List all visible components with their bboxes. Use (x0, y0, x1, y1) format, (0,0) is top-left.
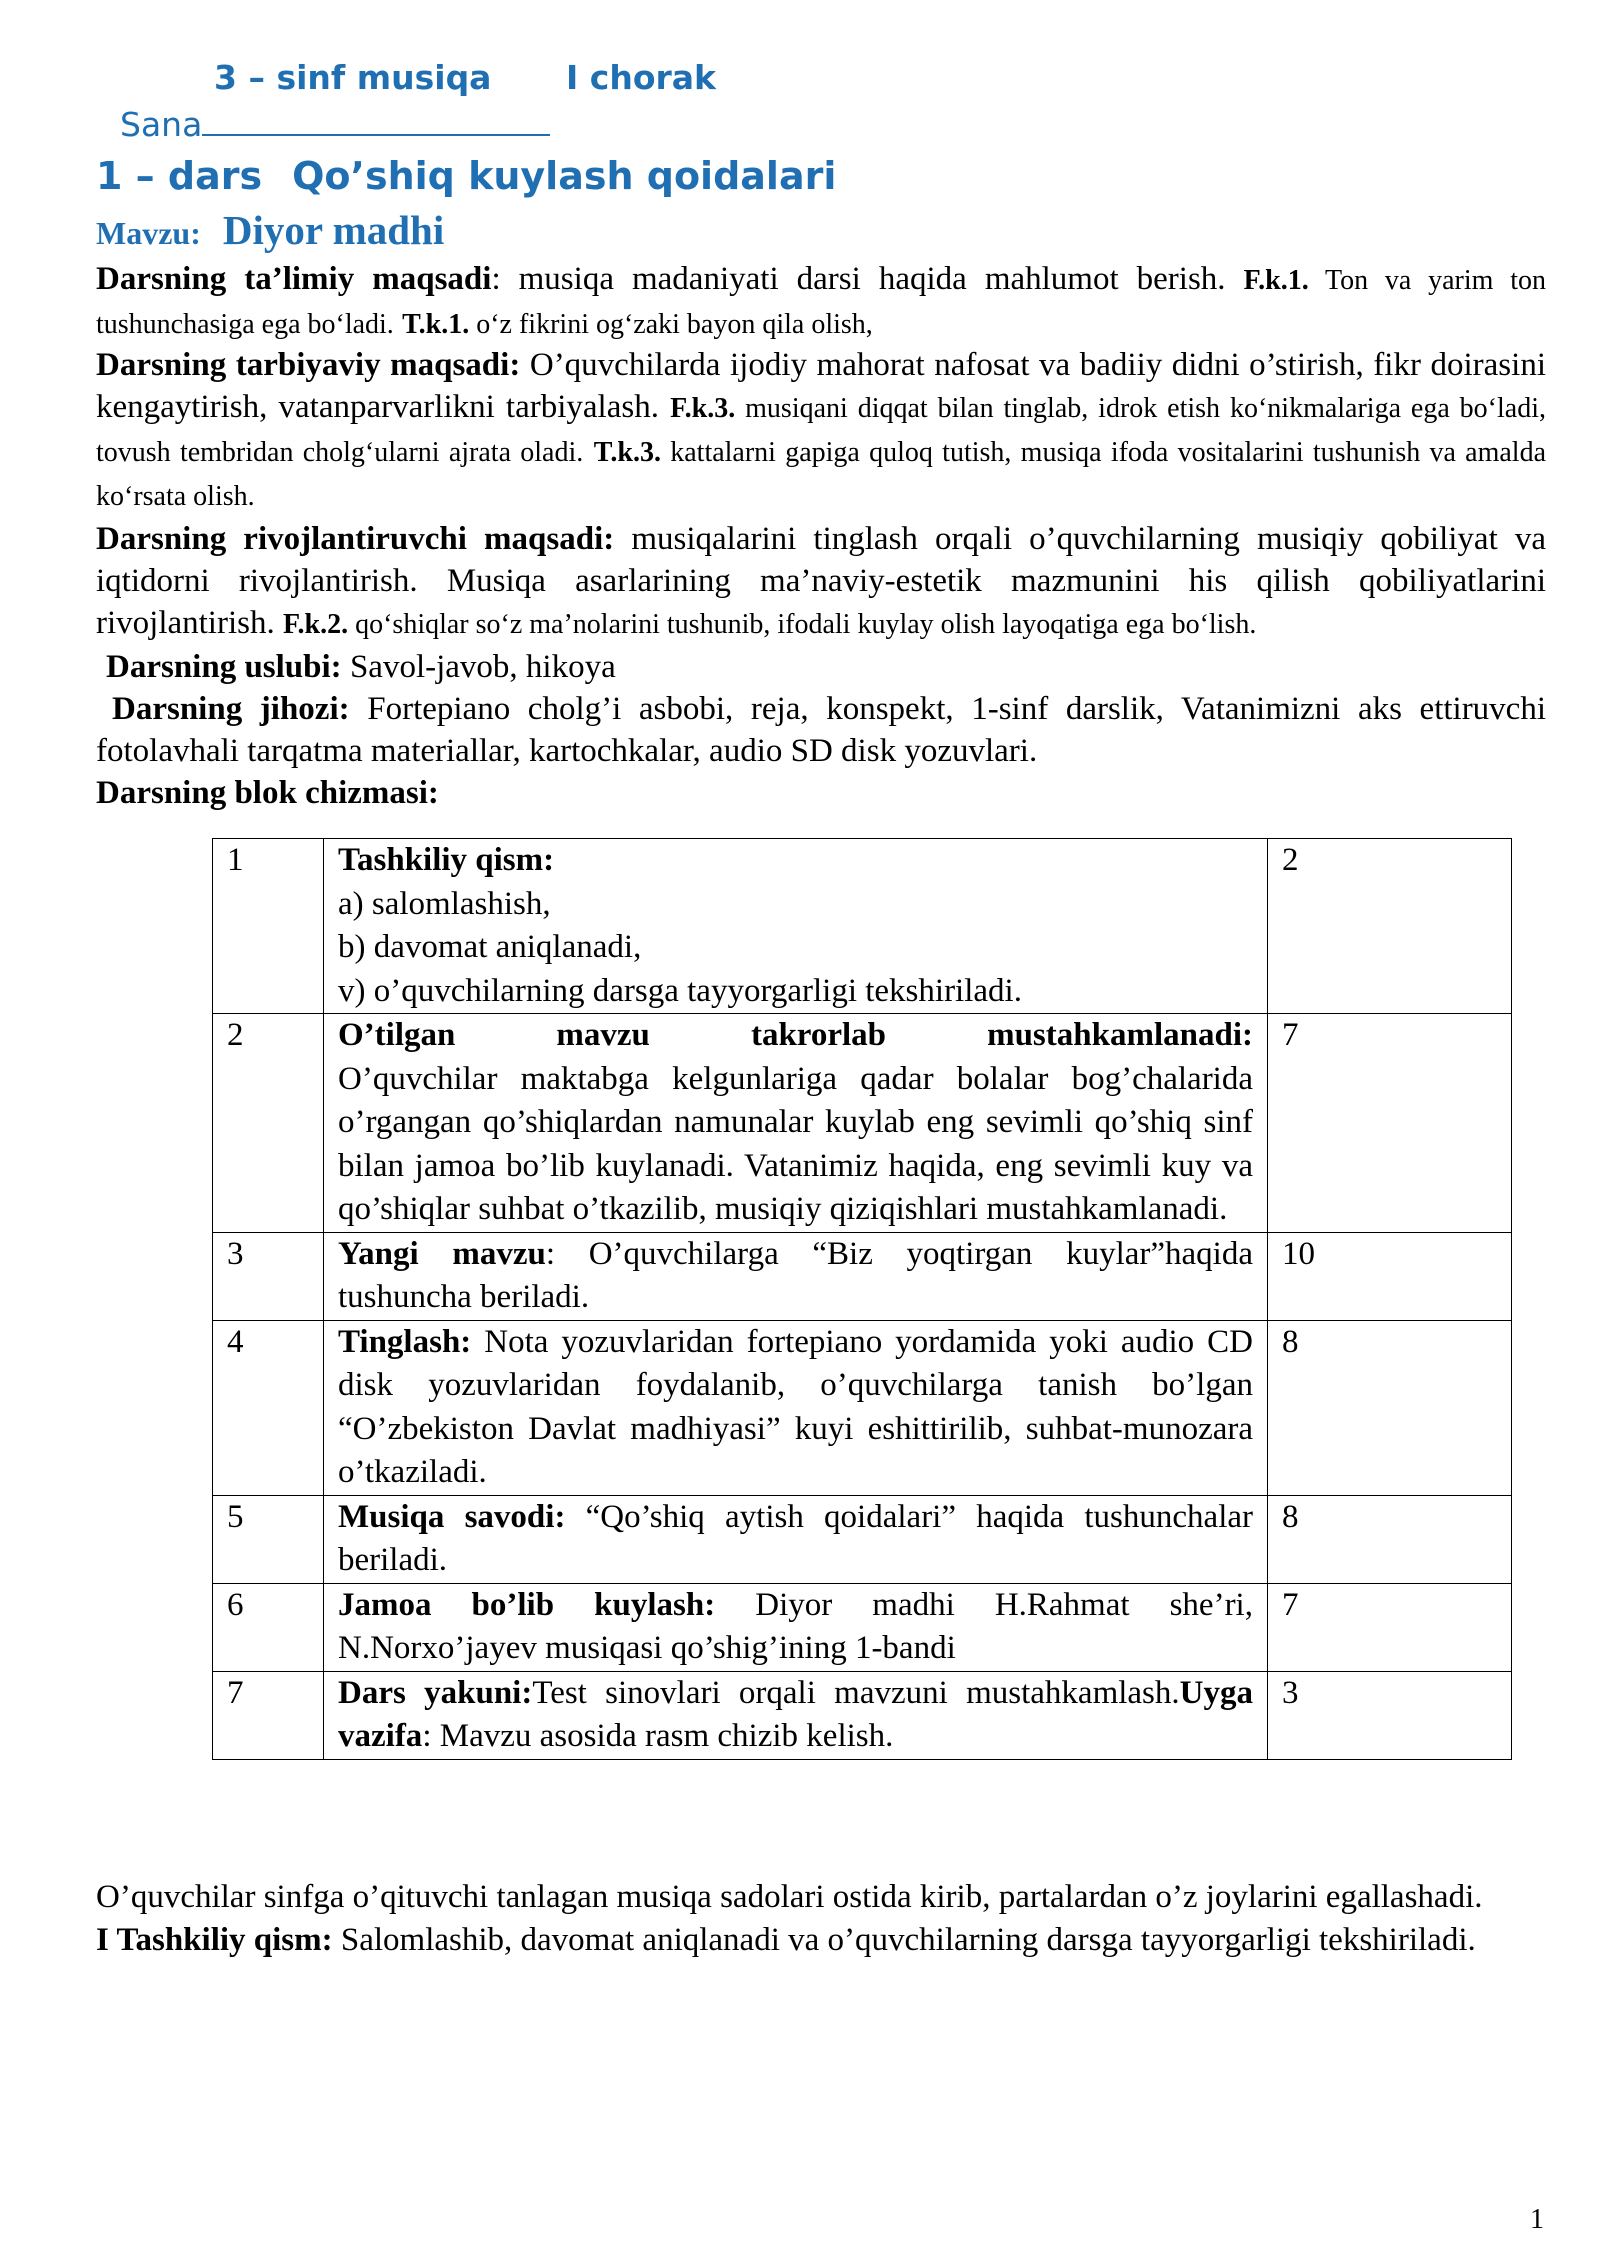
educational-fk-text: Ton va yarim ton tushunchasiga ega bo‘ladi. (96, 265, 1546, 340)
educational-tk-text: o‘z fikrini og‘zaki bayon qila olish, (469, 309, 873, 340)
row-title: Musiqa savodi: (338, 1498, 566, 1535)
row-text: Test sinovlari orqali mavzuni mustahkamlash. (532, 1674, 1180, 1711)
educational-text: : musiqa madaniyati darsi haqida mahlumot berish. (491, 261, 1226, 297)
row-number: 2 (213, 1014, 324, 1233)
row-minutes: 10 (1268, 1232, 1512, 1320)
educational-tk-code: T.k.1. (402, 309, 470, 340)
educational-label: Darsning ta’limiy maqsadi (96, 261, 492, 297)
class-subject: 3 – sinf musiqa (214, 58, 492, 97)
developmental-fk-text: qo‘shiqlar so‘z ma’nolarini tushunib, ifodali kuylay olish layoqatiga ega bo‘lish. (348, 609, 1257, 640)
row-title: Tinglash: (338, 1323, 472, 1360)
row-title-homework: Uyga vazifa (338, 1674, 1253, 1754)
row-line: v) o’quvchilarning darsga tayyorgarligi tekshiriladi. (338, 972, 1022, 1009)
row-text: O’quvchilar maktabga kelgunlariga qadar bolalar bog’chalarida o’rgangan qo’shiqlardan namunalar kuylab eng sevimli qo’shiq sinf bilan jamoa bo’lib kuylanadi. Vatanimiz haqida, eng sevimli kuy va qo’shiqlar suhbat o’tkazilib, musiqiy qiziqishlari mustahkamlanadi. (338, 1060, 1253, 1227)
row-number: 6 (213, 1583, 324, 1671)
page-number: 1 (1530, 2204, 1544, 2235)
block-chart-table (212, 838, 1512, 1760)
lesson-title (96, 154, 836, 198)
mavzu-value: Diyor madhi (222, 207, 445, 253)
upbringing-label: Darsning tarbiyaviy maqsadi: (96, 347, 521, 383)
row-number: 4 (213, 1320, 324, 1495)
row-minutes: 7 (1268, 1014, 1512, 1233)
equipment-line (96, 688, 1546, 772)
row-content (324, 1583, 1268, 1671)
table-row (213, 1583, 1512, 1671)
table-row (213, 1671, 1512, 1759)
row-minutes: 3 (1268, 1671, 1512, 1759)
row-content (324, 839, 1268, 1014)
block-chart-label: Darsning blok chizmasi: (96, 775, 439, 811)
upbringing-tk-code: T.k.3. (593, 437, 661, 468)
row-content (324, 1232, 1268, 1320)
developmental-text: musiqalarini tinglash orqali o’quvchilarning musiqiy qobiliyat va iqtidorni rivojlantirish. Musiqa asarlarining ma’naviy-estetik mazmunini his qilish qobiliyatlarini rivojlantirish. (96, 521, 1546, 641)
row-title: Dars yakuni: (338, 1674, 533, 1711)
organizational-label: I Tashkiliy qism: (96, 1922, 333, 1958)
method-label: Darsning uslubi: (106, 649, 342, 685)
row-minutes: 8 (1268, 1320, 1512, 1495)
row-title: Yangi mavzu (338, 1235, 546, 1272)
row-text-homework: : Mavzu asosida rasm chizib kelish. (422, 1718, 894, 1754)
mavzu-line (96, 206, 444, 254)
row-number: 3 (213, 1232, 324, 1320)
row-title: Jamoa bo’lib kuylash: (338, 1586, 716, 1623)
header-class-line (214, 58, 716, 97)
row-title: Tashkiliy qism: (338, 842, 555, 878)
lesson-topic: Qo’shiq kuylash qoidalari (292, 154, 837, 198)
row-text: : O’quvchilarga “Biz yoqtirgan kuylar”haqida tushuncha beriladi. (338, 1235, 1253, 1315)
table-row (213, 1014, 1512, 1233)
row-minutes: 8 (1268, 1495, 1512, 1583)
closing-section (96, 1876, 1546, 1962)
educational-fk-code: F.k.1. (1243, 265, 1309, 296)
developmental-fk-code: F.k.2. (282, 609, 349, 640)
organizational-paragraph (96, 1919, 1546, 1962)
row-line: b) davomat aniqlanadi, (338, 929, 642, 965)
developmental-label: Darsning rivojlantiruvchi maqsadi: (96, 521, 615, 557)
block-chart-heading (96, 772, 1546, 814)
developmental-objective (96, 518, 1546, 646)
row-content (324, 1320, 1268, 1495)
objectives-section (96, 258, 1546, 814)
row-text: Nota yozuvlaridan fortepiano yordamida yoki audio CD disk yozuvlaridan foydalanib, o’quvchilarga tanish bo’lgan “O’zbekiston Davlat madhiyasi” kuyi eshittirilib, suhbat-munozara o’tkaziladi. (338, 1323, 1253, 1490)
table-row (213, 1495, 1512, 1583)
table-row (213, 1320, 1512, 1495)
row-content (324, 1495, 1268, 1583)
upbringing-tk-text: kattalarni gapiga quloq tutish, musiqa ifoda vositalarini tushunish va amalda ko‘rsata olish. (96, 437, 1547, 512)
row-text: Diyor madhi H.Rahmat she’ri, N.Norxo’jayev musiqasi qo’shig’ining 1-bandi (338, 1586, 1253, 1666)
row-number: 7 (213, 1671, 324, 1759)
upbringing-fk-code: F.k.3. (670, 393, 736, 424)
table-row (213, 1232, 1512, 1320)
upbringing-objective (96, 344, 1546, 518)
row-text: “Qo’shiq aytish qoidalari” haqida tushunchalar beriladi. (338, 1498, 1253, 1578)
method-text: Savol-javob, hikoya (341, 649, 616, 685)
upbringing-fk-text: musiqani diqqat bilan tinglab, idrok etish ko‘nikmalariga ega bo‘ladi, tovush tembridan cholg‘ularni ajrata oladi. (96, 393, 1546, 468)
row-minutes: 7 (1268, 1583, 1512, 1671)
method-line (96, 646, 1546, 688)
lesson-number: 1 – dars (96, 154, 263, 198)
row-line: a) salomlashish, (338, 885, 551, 922)
mavzu-label: Mavzu: (96, 215, 201, 251)
row-content (324, 1014, 1268, 1233)
equipment-label: Darsning jihozi: (112, 691, 350, 727)
table-row (213, 839, 1512, 1014)
row-number: 5 (213, 1495, 324, 1583)
row-title: O’tilgan mavzu takrorlab mustahkamlanadi: (338, 1017, 1253, 1053)
date-line (120, 105, 550, 144)
equipment-text: Fortepiano cholg’i asbobi, reja, konspekt, 1-sinf darslik, Vatanimizni aks ettiruvchi fotolavhali tarqatma materiallar, kartochkalar, audio SD disk yozuvlari. (96, 691, 1547, 769)
quarter: I chorak (566, 58, 716, 97)
organizational-text: Salomlashib, davomat aniqlanadi va o’quvchilarning darsga tayyorgarligi tekshiriladi. (332, 1922, 1476, 1958)
upbringing-text: O’quvchilarda ijodiy mahorat nafosat va badiiy didni o’stirish, fikr doirasini kengaytirish, vatanparvarlikni tarbiyalash. (96, 347, 1546, 425)
row-content (324, 1671, 1268, 1759)
row-minutes: 2 (1268, 839, 1512, 1014)
date-label: Sana (120, 105, 203, 144)
closing-paragraph: O’quvchilar sinfga o’qituvchi tanlagan musiqa sadolari ostida kirib, partalardan o’z joylarini egallashadi. (96, 1879, 1483, 1915)
date-blank-underline (202, 108, 550, 136)
educational-objective (96, 258, 1546, 346)
row-number: 1 (213, 839, 324, 1014)
